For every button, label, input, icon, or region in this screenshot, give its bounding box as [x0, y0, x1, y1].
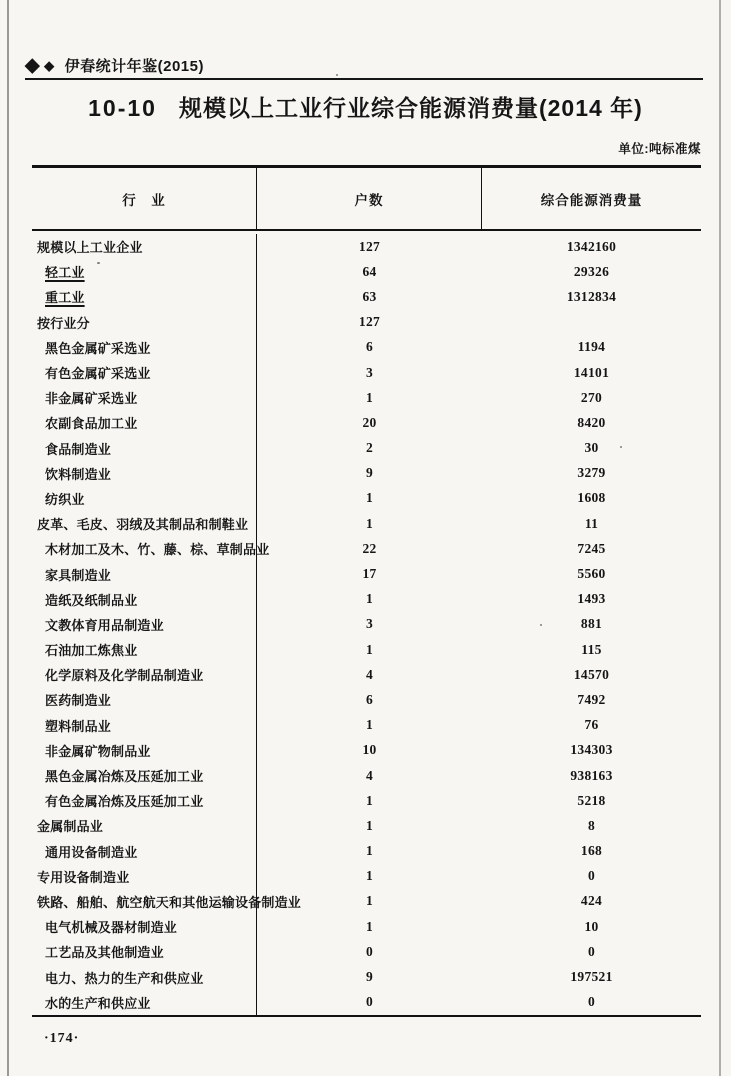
- industry-name: 饮料制造业: [32, 461, 257, 486]
- households-count: 1: [365, 515, 374, 531]
- households-count: 0: [365, 943, 374, 959]
- table-row: [32, 486, 701, 511]
- energy-consumption-value: 8420: [577, 414, 606, 430]
- table-row: [32, 234, 701, 259]
- industry-name: 铁路、船舶、航空航天和其他运输设备制造业: [32, 889, 257, 914]
- scan-speck: [336, 74, 338, 76]
- table-row: [32, 587, 701, 612]
- energy-consumption-value: 3279: [577, 465, 606, 481]
- industry-name: 重工业: [32, 284, 257, 309]
- energy-consumption-table: [32, 165, 701, 1017]
- industry-name: 工艺品及其他制造业: [32, 939, 257, 964]
- households-count: 1: [365, 843, 374, 859]
- industry-name: 农副食品加工业: [32, 410, 257, 435]
- households-count: 10: [362, 742, 377, 758]
- industry-name: 非金属矿采选业: [32, 385, 257, 410]
- energy-consumption-value: 5560: [577, 566, 606, 582]
- table-row: [32, 335, 701, 360]
- energy-consumption-value: 938163: [570, 767, 613, 783]
- table-row: [32, 864, 701, 889]
- energy-consumption-value: 424: [580, 893, 603, 909]
- energy-consumption-value: 10: [584, 918, 599, 934]
- column-header-industry: 行 业: [32, 168, 257, 229]
- table-row: [32, 687, 701, 712]
- table-row: [32, 939, 701, 964]
- households-count: 6: [365, 339, 374, 355]
- scan-edge-left: [7, 0, 9, 1076]
- industry-name: 通用设备制造业: [32, 839, 257, 864]
- table-row: [32, 385, 701, 410]
- households-count: 2: [365, 440, 374, 456]
- households-count: 4: [365, 767, 374, 783]
- table-row: [32, 889, 701, 914]
- energy-consumption-value: 7492: [577, 691, 606, 707]
- energy-consumption-value: 1493: [577, 591, 606, 607]
- households-count: 127: [358, 238, 381, 254]
- energy-consumption-value: 1608: [577, 490, 606, 506]
- households-count: 64: [362, 263, 377, 279]
- table-row: [32, 763, 701, 788]
- page-title: [0, 90, 731, 123]
- industry-name: 电气机械及器材制造业: [32, 914, 257, 939]
- table-row: [32, 813, 701, 838]
- table-row: [32, 511, 701, 536]
- table-header-row: [32, 168, 701, 231]
- energy-consumption-value: 14101: [573, 364, 610, 380]
- households-count: 22: [362, 540, 377, 556]
- households-count: 3: [365, 364, 374, 380]
- households-count: 17: [362, 566, 377, 582]
- energy-consumption-value: 8: [587, 817, 596, 833]
- households-count: 1: [365, 717, 374, 733]
- table-number: 10-10: [88, 95, 157, 121]
- scan-speck: [620, 446, 622, 448]
- table-row: [32, 964, 701, 989]
- energy-consumption-value: 197521: [570, 969, 613, 985]
- table-row: [32, 738, 701, 763]
- households-count: 1: [365, 641, 374, 657]
- households-count: 9: [365, 969, 374, 985]
- yearbook-title: 伊春统计年鉴(2015): [64, 58, 204, 75]
- households-count: 1: [365, 591, 374, 607]
- energy-consumption-value: 5218: [577, 792, 606, 808]
- table-row: [32, 637, 701, 662]
- energy-consumption-value: 7245: [577, 540, 606, 556]
- industry-name: 规模以上工业企业: [32, 234, 257, 259]
- energy-consumption-value: 29326: [573, 263, 610, 279]
- page-number: ·174·: [44, 1031, 80, 1046]
- scan-speck: [97, 262, 100, 264]
- energy-consumption-value: 881: [580, 616, 603, 632]
- households-count: 1: [365, 868, 374, 884]
- table-row: [32, 839, 701, 864]
- industry-name: 金属制品业: [32, 813, 257, 838]
- households-count: 6: [365, 691, 374, 707]
- households-count: 127: [358, 314, 381, 330]
- households-count: 4: [365, 666, 374, 682]
- table-title-text: 规模以上工业行业综合能源消费量(2014 年): [178, 95, 643, 121]
- industry-name: 皮革、毛皮、羽绒及其制品和制鞋业: [32, 511, 257, 536]
- energy-consumption-value: 14570: [573, 666, 610, 682]
- unit-label: 单位:吨标准煤: [618, 142, 701, 156]
- column-header-energy: 综合能源消费量: [540, 192, 643, 208]
- households-count: 9: [365, 465, 374, 481]
- table-row: [32, 284, 701, 309]
- energy-consumption-value: 0: [587, 868, 596, 884]
- scan-speck: [540, 624, 542, 626]
- table-row: [32, 713, 701, 738]
- industry-name: 木材加工及木、竹、藤、棕、草制品业: [32, 536, 257, 561]
- industry-name: 电力、热力的生产和供应业: [32, 964, 257, 989]
- table-row: [32, 310, 701, 335]
- table-row: [32, 410, 701, 435]
- industry-name: 按行业分: [32, 310, 257, 335]
- industry-name: 黑色金属冶炼及压延加工业: [32, 763, 257, 788]
- column-header-households: 户数: [257, 168, 482, 229]
- households-count: 1: [365, 389, 374, 405]
- households-count: 20: [362, 414, 377, 430]
- yearbook-header: [25, 53, 703, 80]
- table-row: [32, 612, 701, 637]
- energy-consumption-value: 30: [584, 440, 599, 456]
- table-row: [32, 461, 701, 486]
- households-count: 1: [365, 918, 374, 934]
- table-row: [32, 259, 701, 284]
- energy-consumption-value: 134303: [570, 742, 613, 758]
- industry-name: 黑色金属矿采选业: [32, 335, 257, 360]
- table-row: [32, 990, 701, 1015]
- energy-consumption-value: 1312834: [566, 288, 617, 304]
- diamond-icon: ◆: [25, 55, 41, 76]
- table-row: [32, 436, 701, 461]
- industry-name: 轻工业: [32, 259, 257, 284]
- table-body: [32, 231, 701, 1015]
- industry-name: 造纸及纸制品业: [32, 587, 257, 612]
- diamond-icon: ◆: [44, 58, 55, 73]
- industry-name: 塑料制品业: [32, 713, 257, 738]
- table-row: [32, 360, 701, 385]
- industry-name: 化学原料及化学制品制造业: [32, 662, 257, 687]
- industry-name: 食品制造业: [32, 436, 257, 461]
- industry-name: 有色金属冶炼及压延加工业: [32, 788, 257, 813]
- energy-consumption-value: 168: [580, 843, 603, 859]
- energy-consumption-value: 1342160: [566, 238, 617, 254]
- households-count: 1: [365, 490, 374, 506]
- industry-name: 水的生产和供应业: [32, 990, 257, 1015]
- industry-name: 有色金属矿采选业: [32, 360, 257, 385]
- households-count: 1: [365, 792, 374, 808]
- industry-name: 纺织业: [32, 486, 257, 511]
- industry-name: 家具制造业: [32, 561, 257, 586]
- industry-name: 非金属矿物制品业: [32, 738, 257, 763]
- households-count: 1: [365, 817, 374, 833]
- energy-consumption-value: 0: [587, 943, 596, 959]
- households-count: 0: [365, 994, 374, 1010]
- industry-name: 医药制造业: [32, 687, 257, 712]
- energy-consumption-value: 115: [581, 641, 602, 657]
- industry-name: 文教体育用品制造业: [32, 612, 257, 637]
- industry-name: 石油加工炼焦业: [32, 637, 257, 662]
- scan-edge-right: [719, 0, 721, 1076]
- industry-name: 专用设备制造业: [32, 864, 257, 889]
- energy-consumption-value: 11: [584, 515, 599, 531]
- table-row: [32, 662, 701, 687]
- energy-consumption-value: 1194: [577, 339, 606, 355]
- table-row: [32, 914, 701, 939]
- energy-consumption-value: 270: [580, 389, 603, 405]
- households-count: 3: [365, 616, 374, 632]
- table-row: [32, 788, 701, 813]
- households-count: 1: [365, 893, 374, 909]
- table-row: [32, 536, 701, 561]
- energy-consumption-value: 76: [584, 717, 599, 733]
- energy-consumption-value: 0: [587, 994, 596, 1010]
- households-count: 63: [362, 288, 377, 304]
- table-row: [32, 561, 701, 586]
